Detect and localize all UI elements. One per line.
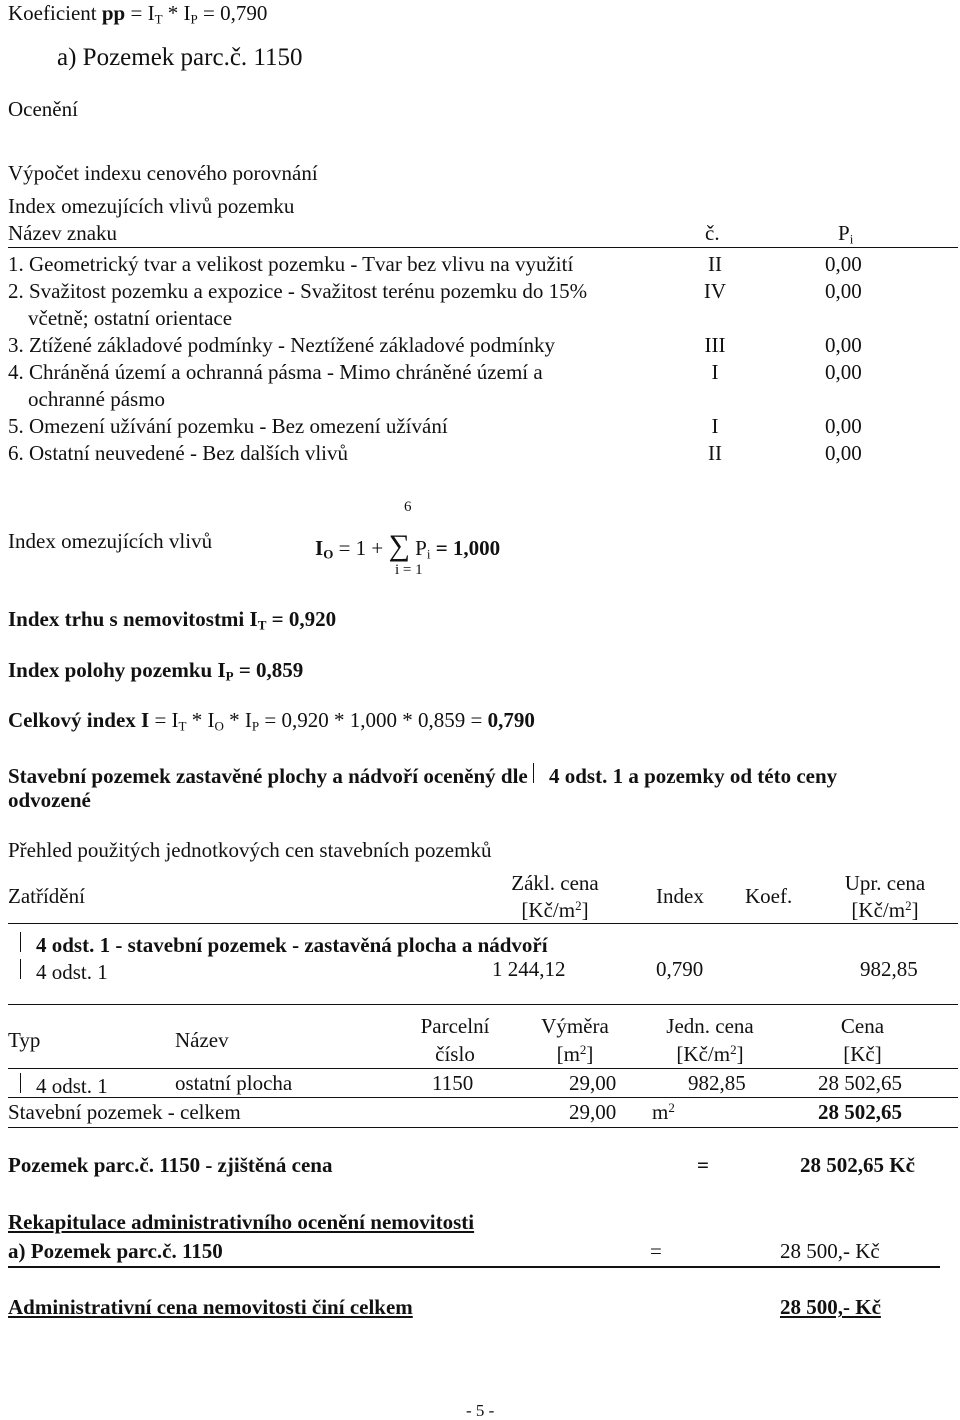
t3-total-vym: 29,00: [569, 1100, 617, 1124]
oceneni-heading: Ocenění: [8, 97, 78, 121]
table1-row-6-c: II: [708, 441, 722, 465]
t3-h-vym2-end: ]: [586, 1042, 594, 1066]
t3-row-cena: 28 502,65: [818, 1071, 902, 1095]
koef-sub-t: T: [154, 11, 163, 27]
t2-group: [20, 932, 548, 956]
t3-h-cena2: [Kč]: [843, 1042, 882, 1066]
section-mark-icon: [20, 932, 30, 952]
koef-eq: = I: [130, 1, 155, 25]
index-trhu-text: Index trhu s nemovitostmi I: [8, 607, 258, 631]
t2-h-zakl2: [480, 897, 630, 922]
stavebni-title-line2: odvozené: [8, 788, 91, 812]
t2-row-name: [20, 959, 108, 983]
col-nazev-znaku: Název znaku: [8, 221, 118, 245]
t2-group-text: 4 odst. 1 - stavební pozemek - zastavěná plocha a nádvoří: [36, 933, 548, 957]
t3-row-typ-text: 4 odst. 1: [36, 1074, 108, 1098]
t3-total-unit-text: m: [652, 1100, 669, 1124]
omezujici-title: Index omezujících vlivů pozemku: [8, 194, 295, 218]
celkovy-result: 0,790: [487, 708, 535, 732]
table1-row-4-p: 0,00: [825, 360, 862, 384]
table1-row-1-p: 0,00: [825, 252, 862, 276]
table1-row-6-p: 0,00: [825, 441, 862, 465]
celkovy-b: * I: [186, 708, 215, 732]
col-c: č.: [705, 221, 720, 245]
t3-h-vym2-text: [m: [556, 1042, 580, 1066]
t2-h-upr1: Upr. cena: [844, 871, 926, 895]
table1-row-4-text: 4. Chráněná území a ochranná pásma - Mimo chráněné území a: [8, 360, 543, 384]
t3-total-cena: 28 502,65: [818, 1100, 902, 1124]
t3-row-typ: [20, 1073, 108, 1097]
col-p: [838, 221, 854, 247]
formula-io: I: [315, 536, 324, 560]
rekap-eq: =: [650, 1239, 662, 1263]
celkovy-a: = I: [149, 708, 179, 732]
stavebni-title-ref: 4 odst. 1 a pozemky od této ceny: [549, 764, 838, 788]
t3-total-unit: [652, 1099, 675, 1124]
index-trhu-sub: T: [257, 617, 267, 633]
page-number: - 5 -: [466, 1401, 495, 1420]
t3-h-nazev: Název: [175, 1028, 229, 1052]
t3-h-parc2: číslo: [435, 1042, 475, 1066]
t2-h-zakl1: Zákl. cena: [511, 871, 599, 895]
celkovy-d: = 0,920 * 1,000 * 0,859 =: [259, 708, 488, 732]
celkovy-label: Celkový index I: [8, 708, 150, 732]
rekap-rule: [8, 1266, 940, 1268]
koef-sub-p: P: [190, 11, 198, 27]
table1-row-5-text: 5. Omezení užívání pozemku - Bez omezení užívání: [8, 414, 448, 438]
table3-header-rule: [8, 1068, 958, 1069]
total-value: 28 500,- Kč: [780, 1295, 881, 1319]
table1-row-4-c: I: [711, 360, 719, 384]
koef-label: Koeficient: [8, 1, 97, 25]
index-polohy-text: Index polohy pozemku I: [8, 658, 226, 682]
t3-row-parc: 1150: [432, 1071, 474, 1095]
koef-mid: * I: [162, 1, 191, 25]
koeficient-line: [8, 1, 268, 27]
t2-row-zakl: 1 244,12: [492, 957, 566, 981]
table2-bottom-rule: [8, 1004, 958, 1005]
t3-total-label: Stavební pozemek - celkem: [8, 1100, 241, 1124]
t2-h-upr2-sup: 2: [905, 897, 912, 913]
celkovy-c-sub: P: [251, 718, 260, 734]
sigma-icon: ∑: [388, 529, 410, 562]
rekap-label: a) Pozemek parc.č. 1150: [8, 1239, 223, 1263]
formula-label: Index omezujících vlivů: [8, 529, 213, 553]
t3-h-jedn2-text: [Kč/m: [676, 1042, 731, 1066]
table3-row-rule: [8, 1097, 958, 1098]
t3-row-nazev: ostatní plocha: [175, 1071, 293, 1095]
t3-h-cena1: Cena: [840, 1014, 885, 1038]
index-polohy: [8, 658, 304, 684]
t3-h-jedn2: [635, 1041, 785, 1066]
table1-row-2-c: IV: [703, 279, 727, 303]
total-label: Administrativní cena nemovitosti činí celkem: [8, 1295, 413, 1319]
t3-h-vym2: [515, 1041, 635, 1066]
table1-row-5-c: I: [711, 414, 719, 438]
t2-h-zakl2-end: ]: [581, 898, 589, 922]
rekap-title: Rekapitulace administrativního ocenění nemovitosti: [8, 1210, 475, 1234]
table1-row-3-c: III: [704, 333, 726, 357]
zjistena-value: 28 502,65 Kč: [800, 1153, 915, 1177]
table3-bottom-rule: [8, 1127, 958, 1128]
table1-row-5-p: 0,00: [825, 414, 862, 438]
rekap-value: 28 500,- Kč: [780, 1239, 880, 1263]
formula-pi-sub: i: [426, 546, 431, 562]
t3-row-vym: 29,00: [569, 1071, 617, 1095]
col-p-sub: i: [849, 231, 854, 247]
stavebni-title-text: Stavební pozemek zastavěné plochy a nádvoří oceněný dle: [8, 764, 528, 788]
t2-row-index: 0,790: [656, 957, 704, 981]
t3-h-jedn2-end: ]: [736, 1042, 744, 1066]
t2-h-upr2-end: ]: [911, 898, 919, 922]
prehled-title: Přehled použitých jednotkových cen stavebních pozemků: [8, 838, 492, 862]
table1-row-2-text: 2. Svažitost pozemku a expozice - Svažitost terénu pozemku do 15%: [8, 279, 588, 303]
table1-row-3-p: 0,00: [825, 333, 862, 357]
zjistena-label: Pozemek parc.č. 1150 - zjištěná cena: [8, 1153, 333, 1177]
index-trhu-val: = 0,920: [266, 607, 337, 631]
t3-h-vym2-sup: 2: [579, 1041, 587, 1057]
table1-row-2-text2: včetně; ostatní orientace: [28, 306, 233, 330]
table1-row-2-p: 0,00: [825, 279, 862, 303]
index-trhu: [8, 607, 337, 633]
zjistena-eq: =: [697, 1153, 709, 1177]
t2-h-zatrideni: Zatřídění: [8, 884, 85, 908]
celkovy-b-sub: O: [214, 718, 224, 734]
koef-value: = 0,790: [197, 1, 268, 25]
formula-sum-bottom: i = 1: [395, 562, 423, 578]
t2-h-koef: Koef.: [745, 884, 793, 908]
section-mark-icon: [20, 959, 30, 979]
t2-h-upr2-text: [Kč/m: [851, 898, 906, 922]
table1-row-1-text: 1. Geometrický tvar a velikost pozemku - Tvar bez vlivu na využití: [8, 252, 574, 276]
t3-h-typ: Typ: [8, 1028, 41, 1052]
t2-row-upr: 982,85: [860, 957, 918, 981]
table1-row-6-text: 6. Ostatní neuvedené - Bez dalších vlivů: [8, 441, 348, 465]
stavebni-title-line1: [8, 763, 837, 787]
t3-h-vym1: Výměra: [541, 1014, 609, 1038]
section-title: a) Pozemek parc.č. 1150: [57, 44, 303, 71]
formula-sum-top: 6: [404, 499, 412, 515]
t3-h-jedn1: Jedn. cena: [666, 1014, 754, 1038]
formula-io-sub: O: [323, 546, 334, 562]
formula-expression: [315, 531, 500, 561]
vypocet-title: Výpočet indexu cenového porovnání: [8, 161, 318, 185]
table1-header-rule: [8, 247, 958, 248]
celkovy-a-sub: T: [178, 718, 187, 734]
formula-pi: P: [415, 536, 427, 560]
t3-h-jedn2-sup: 2: [730, 1041, 737, 1057]
t2-h-index: Index: [656, 884, 704, 908]
t2-row-name-text: 4 odst. 1: [36, 960, 108, 984]
table1-row-1-c: II: [708, 252, 722, 276]
t3-h-parc1: Parcelní: [420, 1014, 490, 1038]
section-mark-icon: [20, 1073, 30, 1093]
table1-row-3-text: 3. Ztížené základové podmínky - Neztížené základové podmínky: [8, 333, 555, 357]
koef-pp: pp: [101, 1, 126, 25]
celkovy-index: [8, 708, 535, 734]
formula-eq: = 1 +: [333, 536, 389, 560]
index-polohy-val: = 0,859: [233, 658, 304, 682]
index-polohy-sub: P: [225, 668, 234, 684]
table1-row-4-text2: ochranné pásmo: [28, 387, 166, 411]
formula-result: = 1,000: [430, 536, 501, 560]
t3-total-unit-sup: 2: [668, 1099, 675, 1115]
t2-h-upr2: [810, 897, 960, 922]
t2-h-zakl2-sup: 2: [575, 897, 582, 913]
table2-header-rule: [8, 923, 958, 924]
col-p-label: P: [838, 221, 850, 245]
t2-h-zakl2-text: [Kč/m: [521, 898, 576, 922]
t3-row-jedn: 982,85: [688, 1071, 746, 1095]
section-mark-icon: [533, 763, 543, 783]
celkovy-c: * I: [223, 708, 252, 732]
